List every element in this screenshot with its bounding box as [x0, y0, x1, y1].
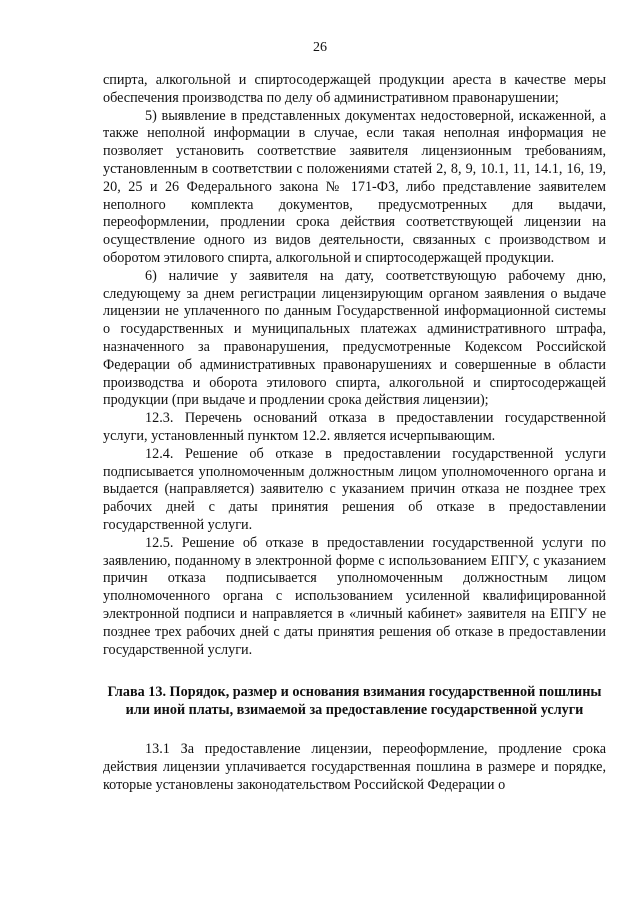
paragraph-12-3: 12.3. Перечень оснований отказа в предоставлении государственной услуги, установленный пунктом 12.2. является исчерпывающим. [103, 410, 606, 444]
paragraph-12-5: 12.5. Решение об отказе в предоставлении государственной услуги по заявлению, поданному в электронной форме с использованием ЕПГУ, с указанием причин отказа подписывается уполномоченным должностным лицом уполномоченного органа с использованием усиленной квалифицированной электронной подписи и направляется в «личный кабинет» заявителя на ЕПГУ не позднее трех рабочих дней с даты принятия решения об отказе в предоставлении государственной услуги. [103, 534, 606, 658]
document-body [103, 72, 606, 795]
page-number: 26 [313, 40, 327, 55]
paragraph-12-4: 12.4. Решение об отказе в предоставлении государственной услуги подписывается уполномоченным должностным лицом уполномоченного органа и выдается (направляется) заявителю с указанием причин отказа не позднее трех рабочих дней с даты принятия решения об отказе в предоставлении государственной услуги. [103, 445, 606, 533]
paragraph-item-5: 5) выявление в представленных документах недостоверной, искаженной, а также неполной информации в случае, если такая неполная информация не позволяет установить соответствие заявителя лицензионным требованиям, установленным в соответствии с положениями статей 2, 8, 9, 10.1, 11, 14.1, 16, 19, 20, 25 и 26 Федерального закона № 171-ФЗ, либо представление заявителем неполного комплекта документов, предусмотренных для выдачи, переоформлении, продлении срока действия соответствующей лицензии на осуществление одного из видов деятельности, связанных с производством и оборотом этилового спирта, алкогольной и спиртосодержащей продукции. [103, 107, 606, 266]
paragraph-item-6: 6) наличие у заявителя на дату, соответствующую рабочему дню, следующему за днем регистрации лицензирующим органом заявления о выдаче лицензии не уплаченного по данным Государственной информационной системы о государственных и муниципальных платежах административного штрафа, назначенного за правонарушения, предусмотренные Кодексом Российской Федерации об административных правонарушениях и совершенные в области производства и оборота этилового спирта, алкогольной и спиртосодержащей продукции (при выдаче и продлении срока действия лицензии); [103, 267, 606, 409]
paragraph-13-1: 13.1 За предоставление лицензии, переоформление, продление срока действия лицензии уплачивается государственная пошлина в размере и порядке, которые установлены законодательством Российской Федерации о [103, 741, 606, 793]
chapter-13-heading: Глава 13. Порядок, размер и основания взимания государственной пошлины или иной платы, взимаемой за предоставление государственной услуги [107, 684, 602, 719]
paragraph-continuation: спирта, алкогольной и спиртосодержащей продукции ареста в качестве меры обеспечения производства по делу об административном правонарушении; [103, 72, 606, 106]
